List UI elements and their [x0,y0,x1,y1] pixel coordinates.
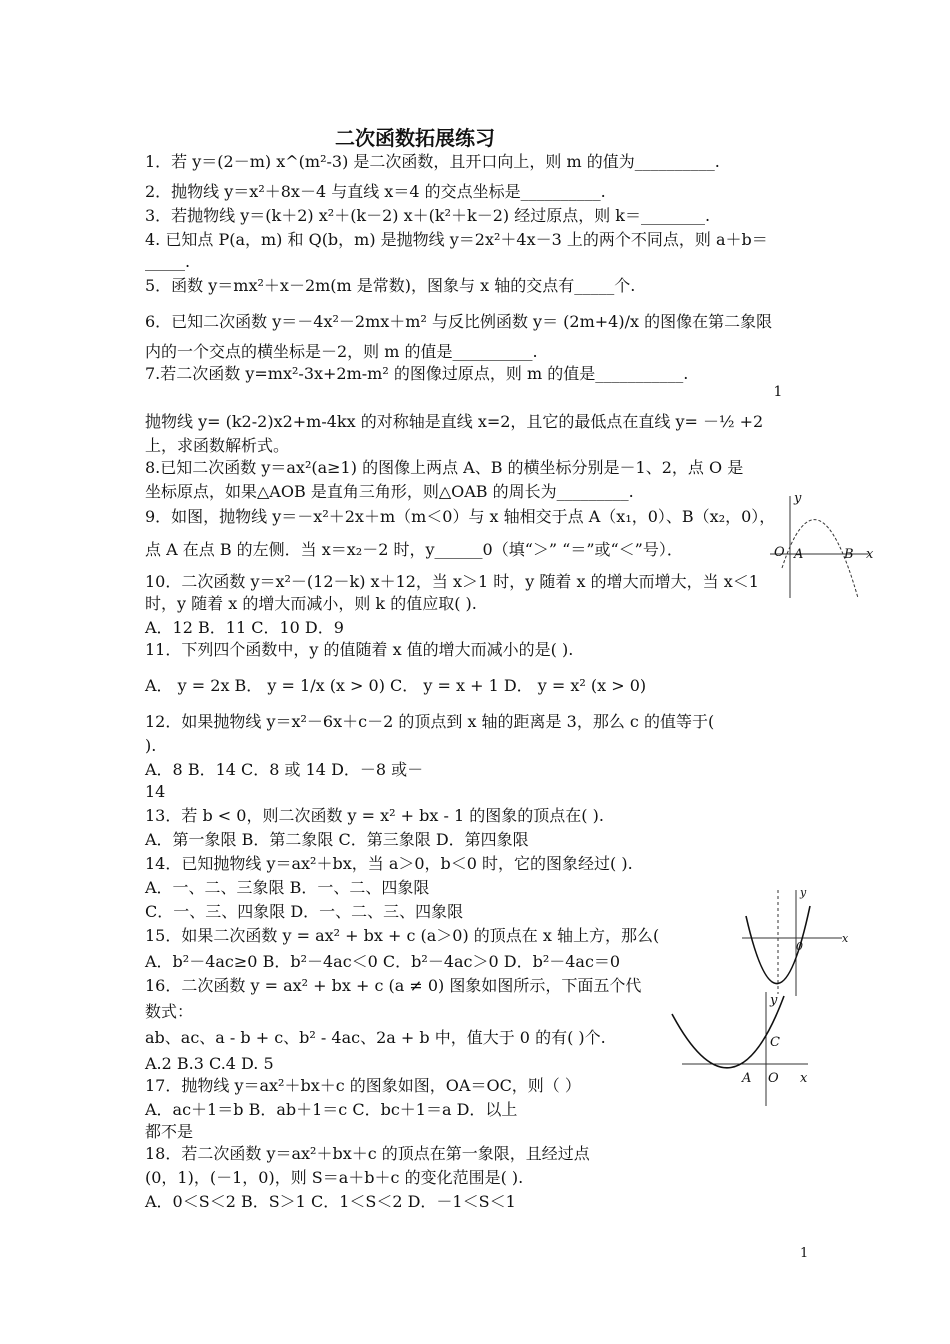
problem-line: A．ac＋1＝b B．ab＋1＝c C．bc＋1＝a D．以上 [145,1100,518,1119]
problem-line: 10．二次函数 y＝x²－(12－k) x＋12，当 x＞1 时，y 随着 x 的增大而增大，当 x＜1 [145,572,759,591]
problem-line: 18．若二次函数 y＝ax²＋bx＋c 的顶点在第一象限，且经过点 [145,1144,590,1163]
problem-line: A．一、二、三象限 B．一、二、四象限 [145,878,430,897]
fraction-numerator: 1 [773,384,783,400]
parabola-figure-17 [668,990,818,1108]
label-y: y [770,993,778,1008]
problem-line: 点 A 在点 B 的左侧．当 x＝x₂－2 时，y______0（填“＞” “＝”或“＜”号）． [145,540,683,559]
problem-line: _____. [145,252,191,271]
problem-line: 数式： [145,1002,194,1021]
label-x: x [866,547,874,562]
problem-line: A．0＜S＜2 B．S＞1 C．1＜S＜2 D．－1＜S＜1 [145,1192,516,1211]
problem-line: 12．如果抛物线 y＝x²－6x＋c－2 的顶点到 x 轴的距离是 3，那么 c 的值等于( [145,712,715,731]
problem-line: (0，1)，(－1，0)，则 S＝a＋b＋c 的变化范围是( ). [145,1168,524,1187]
parabola-figure-9 [770,488,880,600]
problem-line: 16．二次函数 y = ax² + bx + c (a ≠ 0) 图象如图所示，下面五个代 [145,976,642,995]
label-a: A [742,1071,752,1086]
label-y: y [800,886,807,899]
problem-line: 1．若 y＝(2－m) x^(m²-3) 是二次函数，且开口向上，则 m 的值为__________. [145,152,720,171]
problem-line: 4. 已知点 P(a，m) 和 Q(b，m) 是抛物线 y＝2x²＋4x－3 上的两个不同点，则 a＋b＝ [145,230,768,249]
problem-line: 内的一个交点的横坐标是－2，则 m 的值是__________. [145,342,538,361]
page-title: 二次函数拓展练习 [335,126,495,150]
problem-line: 9．如图，抛物线 y＝－x²＋2x＋m（m＜0）与 x 轴相交于点 A（x₁，0）、B（x₂，0）， [145,507,776,526]
problem-line: 抛物线 y= (k2-2)x2+m-4kx 的对称轴是直线 x=2，且它的最低点在直线 y= －½ +2 [145,412,764,431]
problem-line: 14．已知抛物线 y＝ax²＋bx，当 a＞0，b＜0 时，它的图象经过( ). [145,854,633,873]
parabola-figure-16 [738,886,858,998]
problem-line: 11．下列四个函数中，y 的值随着 x 值的增大而减小的是( ). [145,640,574,659]
fraction-one-half [770,384,786,400]
label-o: O [768,1071,779,1086]
problem-line: ). [145,736,157,755]
label-b: B [844,547,854,562]
label-o: O [774,545,785,560]
problem-line: 坐标原点，如果△AOB 是直角三角形，则△OAB 的周长为_________. [145,482,634,501]
problem-line: 13．若 b < 0，则二次函数 y = x² + bx - 1 的图象的顶点在( ). [145,806,604,825]
problem-line: 15．如果二次函数 y = ax² + bx + c (a＞0) 的顶点在 x 轴上方，那么( [145,926,660,945]
problem-line: 时，y 随着 x 的增大而减小，则 k 的值应取( ). [145,594,477,613]
problem-line: A． y = 2x B． y = 1/x (x > 0) C． y = x + 1 D． y = x² (x > 0) [145,676,647,695]
problem-line: 17．抛物线 y＝ax²＋bx＋c 的图象如图，OA＝OC，则（ ） [145,1076,581,1095]
label-x: x [800,1071,808,1086]
label-y: y [794,491,802,506]
label-a: A [794,547,804,562]
problem-line: 5．函数 y＝mx²＋x－2m(m 是常数)，图象与 x 轴的交点有_____个. [145,276,636,295]
problem-line: 2．抛物线 y＝x²＋8x－4 与直线 x＝4 的交点坐标是__________. [145,182,606,201]
parabola-curve [672,996,784,1068]
label-x: x [842,932,849,945]
label-c: C [770,1035,780,1050]
problem-line: 14 [145,782,166,801]
problem-line: 8.已知二次函数 y＝ax²(a≥1) 的图像上两点 A、B 的横坐标分别是－1、2，点 O 是 [145,458,744,477]
problem-line: C．一、三、四象限 D．一、二、三、四象限 [145,902,464,921]
problem-line: A．b²－4ac≥0 B．b²－4ac＜0 C．b²－4ac＞0 D．b²－4ac＝0 [145,952,621,971]
page-number: 1 [800,1246,809,1261]
problem-line: A．12 B．11 C．10 D．9 [145,618,344,637]
problem-line: 7.若二次函数 y=mx²-3x+2m-m² 的图像过原点，则 m 的值是___________. [145,364,689,383]
problem-line: 3．若抛物线 y＝(k＋2) x²＋(k－2) x＋(k²＋k－2) 经过原点，则 k＝________. [145,206,711,225]
problem-line: A.2 B.3 C.4 D. 5 [145,1054,274,1073]
problem-line: 上，求函数解析式。 [145,436,290,455]
problem-line: 6．已知二次函数 y＝－4x²－2mx＋m² 与反比例函数 y＝ (2m+4)/x 的图像在第二象限 [145,312,773,331]
problem-line: 都不是 [145,1122,194,1141]
problem-line: ab、ac、a - b + c、b² - 4ac、2a + b 中，值大于 0 的有( )个. [145,1028,606,1047]
problem-line: A．第一象限 B．第二象限 C．第三象限 D．第四象限 [145,830,529,849]
label-o: 0 [796,940,803,953]
problem-line: A．8 B．14 C．8 或 14 D．－8 或－ [145,760,424,779]
